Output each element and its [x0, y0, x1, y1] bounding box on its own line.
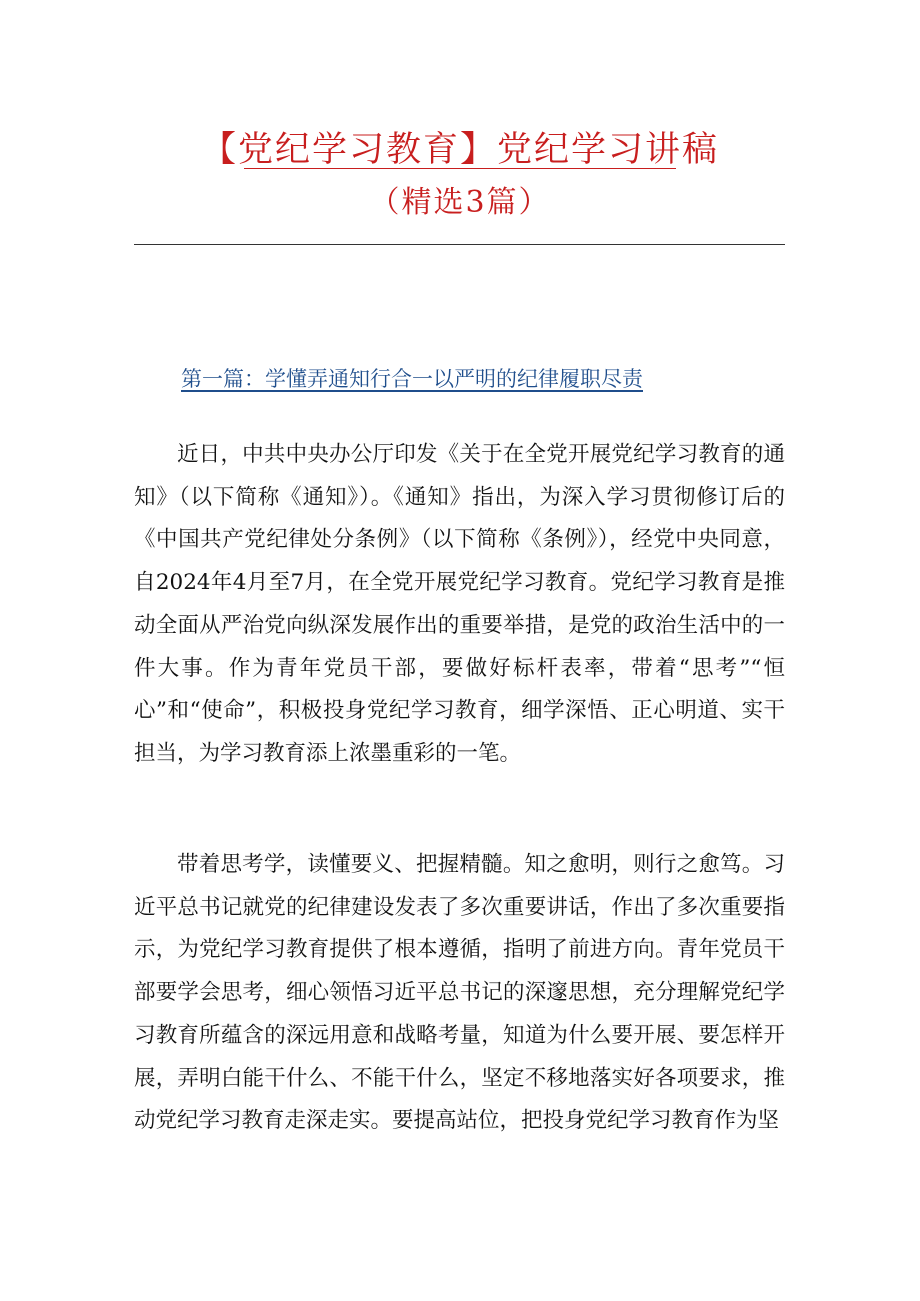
section-heading-link[interactable]: 第一篇：学懂弄通知行合一以严明的纪律履职尽责	[181, 367, 643, 391]
header-divider	[134, 244, 785, 245]
document-subtitle: （精选3篇）	[369, 185, 551, 220]
body-paragraph-2: 带着思考学，读懂要义、把握精髓。知之愈明，则行之愈笃。习近平总书记就党的纪律建设发表了多次重要讲话，作出了多次重要指示，为党纪学习教育提供了根本遵循，指明了前进方向。青年党员干部要学会思考，细心领悟习近平总书记的深邃思想，充分理解党纪学习教育所蕴含的深远用意和战略考量，知道为什么要开展、要怎样开展，弄明白能干什么、不能干什么，坚定不移地落实好各项要求，推动党纪学习教育走深走实。要提高站位，把投身党纪学习教育作为坚	[134, 852, 785, 1134]
body-paragraph-1: 近日，中共中央办公厅印发《关于在全党开展党纪学习教育的通知》（以下简称《通知》）。《通知》指出，为深入学习贯彻修订后的《中国共产党纪律处分条例》（以下简称《条例》），经党中央同意，自2024年4月至7月，在全党开展党纪学习教育。党纪学习教育是推动全面从严治党向纵深发展作出的重要举措，是党的政治生活中的一件大事。作为青年党员干部，要做好标杆表率，带着“思考”“恒心”和“使命”，积极投身党纪学习教育，细学深悟、正心明道、实干担当，为学习教育添上浓墨重彩的一笔。	[134, 442, 785, 766]
title-underline	[244, 168, 676, 169]
document-title: 【党纪学习教育】党纪学习讲稿	[200, 130, 719, 170]
